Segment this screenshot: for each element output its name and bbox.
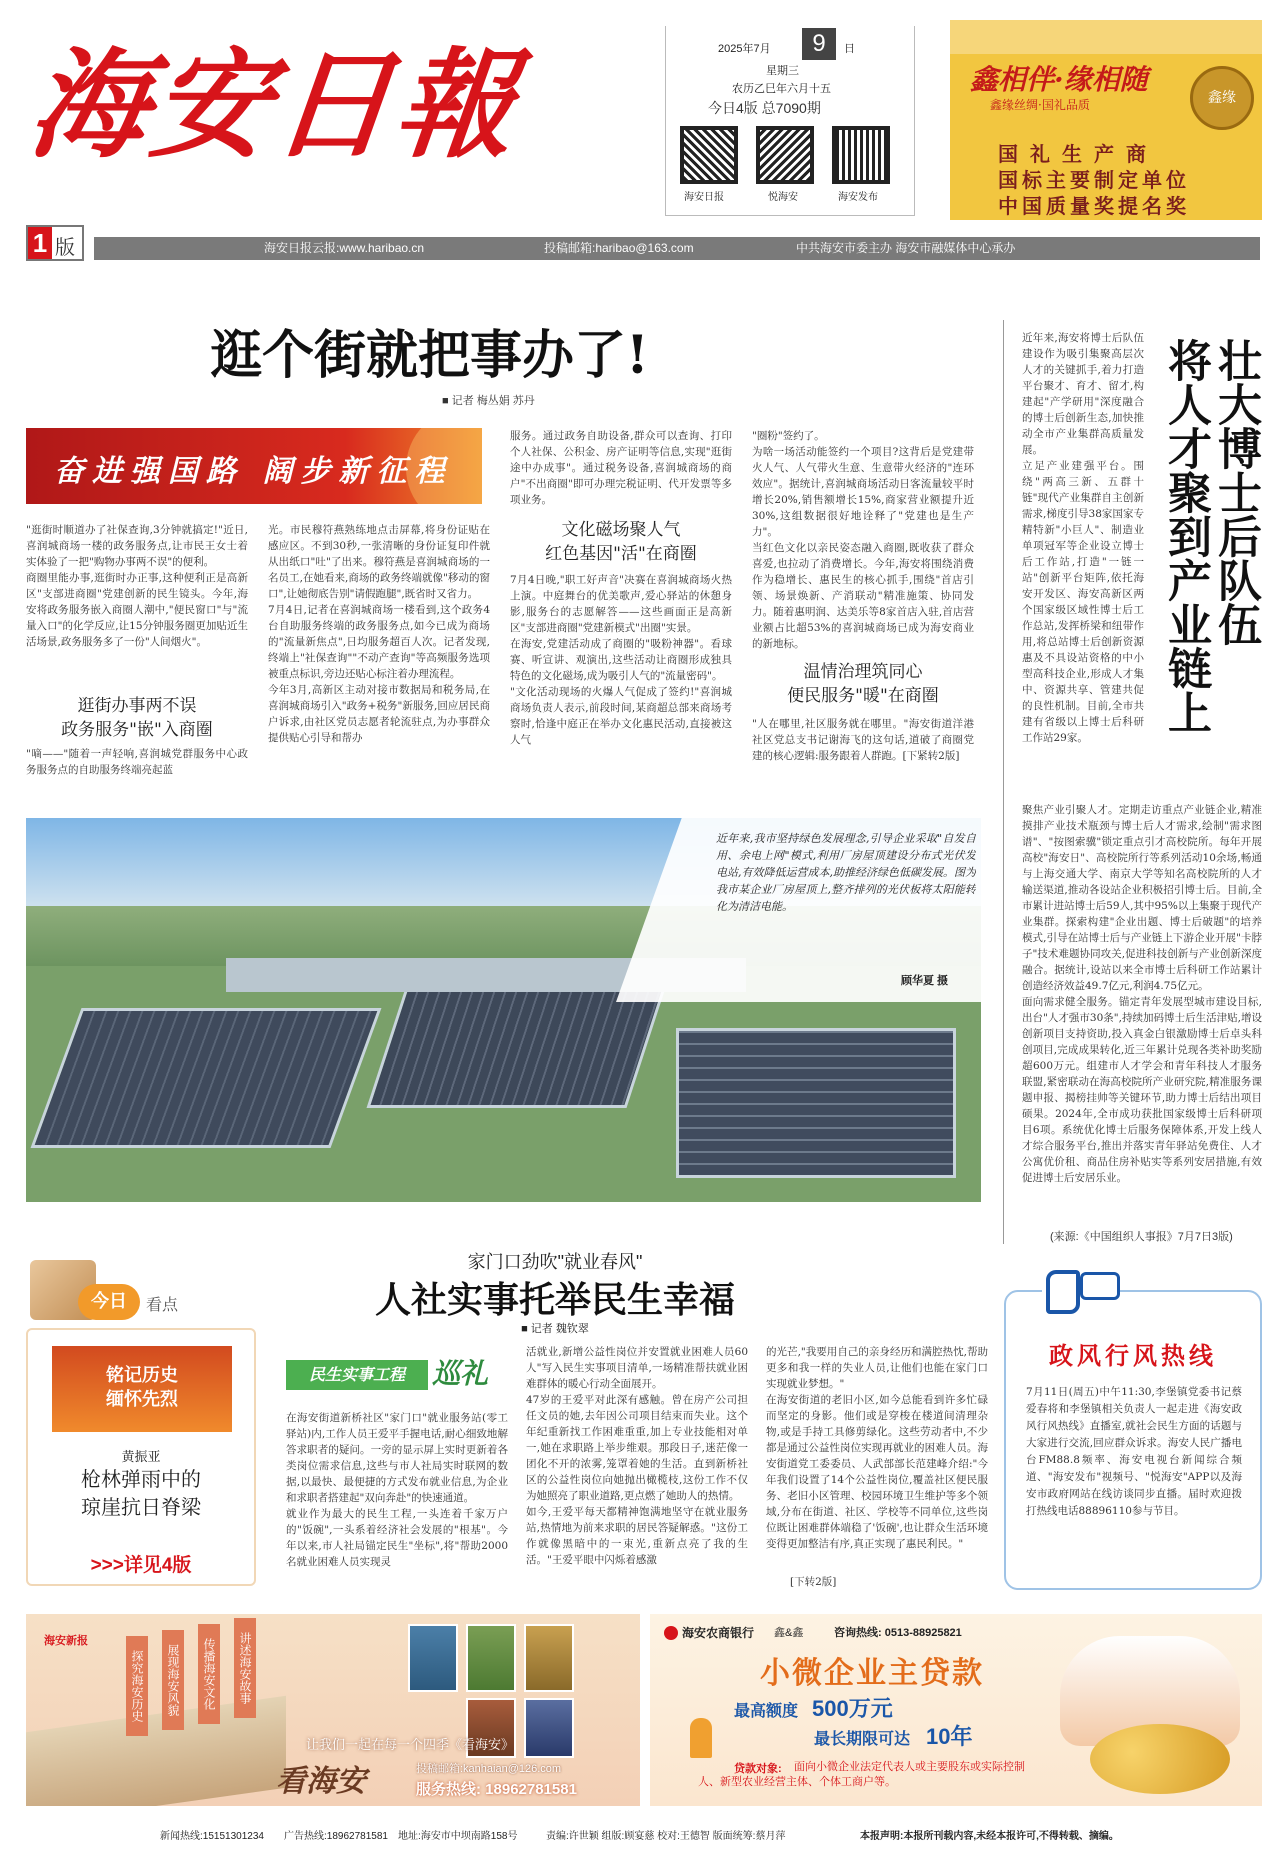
today-image: 铭记历史 缅怀先烈 xyxy=(52,1346,232,1432)
solar-roof-2 xyxy=(367,988,666,1108)
ad-email[interactable]: 投稿邮箱:kanhaian@126.com xyxy=(416,1763,562,1775)
weekday: 星期三 xyxy=(766,65,799,77)
ad-slogan: 鑫相伴·缘相随 xyxy=(970,63,1148,96)
banner-text: 奋进强国路 阔步新征程 xyxy=(54,454,453,489)
lead-col4: "圈粉"签约了。 为啥一场活动能签约一个项目?这背后是党建带火人气、人气带火生意、生意带火经济的"连环效应"。据统计,喜润城商场活动日客流量较平时增长20%,销售额增长15%,商家营业额提升近30%,这组数据很好地诠释了"党建也是生产力"。 当红色文化以亲民姿态融入商圈,既收获了群众喜爱,也拉动了消费增长。今年,海安将围绕消费作为稳增长、惠民生的核心抓手,围绕"首店引领、场景焕新、产消联动"精准施策、协同发力。随着惠明润、达美乐等8家首店入驻,首店营业额占比超53%的喜润城商场已成为海安商业的新地标。 xyxy=(752,430,974,650)
person-icon xyxy=(690,1718,712,1758)
magazine-cover xyxy=(466,1624,516,1692)
jobs-section-logo xyxy=(286,1346,496,1402)
lead-headline: 逛个街就把事办了! xyxy=(210,325,649,386)
loan-max-label: 最高额度 xyxy=(734,1703,799,1720)
qr-label: 海安发布 xyxy=(838,192,878,203)
bank-logo-icon xyxy=(664,1626,678,1640)
ad-line-3: 中国质量奖提名奖 xyxy=(998,194,1190,218)
magazine-ad[interactable] xyxy=(26,1614,640,1806)
ad-sub-2: 展现海安风貌 xyxy=(162,1630,184,1730)
today-label-2: 看点 xyxy=(146,1297,179,1314)
edition-info: 今日4版 总7090期 xyxy=(708,100,821,116)
photo-caption: 近年来,我市坚持绿色发展理念,引导企业采取"自发自用、余电上网"模式,利用厂房屋顶建设分布式光伏发电站,有效降低运营成本,助推经济绿色低碳发展。图为我市某企业厂房屋顶上,整齐排列的光伏板将太阳能转化为清洁电能。 xyxy=(716,832,976,913)
qr-code-icon xyxy=(680,126,738,184)
lead-subhead-2: 文化磁场聚人气 红色基因"活"在商圈 xyxy=(545,520,697,564)
loan-max-value: 500万元 xyxy=(812,1696,893,1721)
footer-notice: 本报声明:本报所刊载内容,未经本报许可,不得转载、摘编。 xyxy=(860,1831,1119,1842)
right-source: (来源:《中国组织人事报》7月7日3版) xyxy=(1050,1231,1233,1243)
photo-credit: 顾华夏 摄 xyxy=(901,975,949,987)
phone-icon xyxy=(1046,1270,1080,1314)
website[interactable]: 海安日报云报:www.haribao.cn xyxy=(264,241,425,255)
magazine-cover xyxy=(408,1624,458,1692)
today-label: 今日 xyxy=(78,1284,140,1320)
qr-label: 悦海安 xyxy=(768,192,798,203)
today-title: 枪林弹雨中的 琼崖抗日脊梁 xyxy=(81,1469,201,1519)
masthead-title: 海安日報 xyxy=(22,35,526,174)
ad-phone[interactable]: 服务热线: 18962781581 xyxy=(416,1781,577,1798)
bank-name: 海安农商银行 xyxy=(682,1626,755,1640)
right-headline: 壮大博士后队伍 将人才聚到产业链上 xyxy=(1160,338,1261,734)
lead-col3b: 7月4日晚,"职工好声音"决赛在喜润城商场火热上演。中庭舞台的优美歌声,爱心驿站的休憩身影,服务台的志愿解答——这些画面正是高新区"支部进商圈"党建新模式"出圈"实景。 在海安,党建活动成了商圈的"吸粉神器"。看球赛、听宣讲、观演出,这些活动让商圈形成独具特色的文化磁场,成为吸引人气的"流量密码"。 "文化活动现场的火爆人气促成了签约!"喜润城商场负责人表示,前段时间,某商超总部来商场考察时,恰逢中庭正在举办文化惠民活动,直接被这人气 xyxy=(510,574,732,746)
jobs-col1: 在海安街道新桥社区"家门口"就业服务站(零工驿站)内,工作人员王爱平手握电话,耐心细致地解答求职者的疑问。一旁的显示屏上实时更新着各类岗位需求信息,这些与市人社局实时联网的数据,以最快、最便捷的方式发布就业信息,为企业和求职者搭建起"双向奔赴"的快速通道。 就业作为最大的民生工程,一头连着千家万户的"饭碗",一头系着经济社会发展的"根基"。今年以来,市人社局锚定民生"坐标",将"帮助2000名就业困难人员实现灵 xyxy=(286,1412,508,1568)
jobs-kicker: 家门口劲吹"就业春风" xyxy=(467,1252,643,1272)
magazine-cover xyxy=(524,1624,574,1692)
qr-code-icon xyxy=(756,126,814,184)
lead-col3: 服务。通过政务自助设备,群众可以查询、打印个人社保、公积金、房产证明等信息,实现"逛街途中办成事"。通过税务设备,喜润城商场的商户"不出商圈"即可办理完税证明、代开发票等多项业务。 xyxy=(510,430,732,506)
bank-sub: 鑫&鑫 xyxy=(774,1627,804,1639)
lead-col2: 光。市民穆符燕熟练地点击屏幕,将身份证贴在感应区。不到30秒,一张清晰的身份证复印件就从出纸口"吐"了出来。穆符燕是喜润城商场的一名员工,在她看来,商场的政务终端就像"移动的窗口",让她彻底告别"请假跑腿",既省时又省力。 7月4日,记者在喜润城商场一楼看到,这个政务4台自助服务终端的政务服务点,如今已成为商场的"流量新焦点",日均服务超百人次。记者发现,终端上"社保查询""不动产查询"等高频服务选项被重点标识,旁边还贴心标注着办理流程。 今年3月,高新区主动对接市数据局和税务局,在喜润城商场引入"政务+税务"新服务,回应居民商户诉求,由社区党员志愿者轮流驻点,为办事群众提供贴心引导和帮办 xyxy=(268,524,490,744)
today-highlight[interactable] xyxy=(26,1260,256,1586)
loan-term-value: 10年 xyxy=(926,1724,973,1749)
ad-sub-3: 传播海安文化 xyxy=(198,1624,220,1724)
email[interactable]: 投稿邮箱:haribao@163.com xyxy=(544,241,694,255)
lead-col4b: "人在哪里,社区服务就在哪里。"海安街道洋港社区党总支书记谢海飞的这句话,道破了商圈党建的核心逻辑:服务跟着人群跑。[下紧转2版] xyxy=(752,718,974,762)
qr-label: 海安日报 xyxy=(684,192,724,203)
footer-news: 新闻热线:15151301234 xyxy=(160,1831,264,1842)
footer xyxy=(160,1828,1260,1846)
loan-target: 面向小微企业法定代表人或主要股东或实际控制人、新型农业经营主体、个体工商户等。 xyxy=(698,1761,1025,1788)
footer-editors: 责编:许世颖 组版:顾宴慈 校对:王德智 版面统筹:蔡月萍 xyxy=(546,1831,786,1842)
hotline-box xyxy=(1004,1290,1262,1590)
ad-sub-4: 讲述海安故事 xyxy=(234,1618,256,1718)
edition-marker xyxy=(26,225,84,261)
ad-line-1: 国礼生产商 xyxy=(998,142,1158,166)
date-year-month: 2025年7月 xyxy=(718,43,771,55)
lead-col1: "逛街时顺道办了社保查询,3分钟就搞定!"近日,喜润城商场一楼的政务服务点,让市民王女士着实体验了一把"购物办事两不误"的便利。 商圈里能办事,逛街时办正事,这种便利正是高新区"支部进商圈"党建创新的民生镜头。今年,海安将政务服务嵌入商圈人潮中,"便民窗口"与"流量入口"的化学反应,让15分钟服务圈更加贴近生活场景,政务服务多了一份"人间烟火"。 xyxy=(26,524,248,648)
date-day-suffix: 日 xyxy=(844,43,855,55)
right-body-1: 近年来,海安将博士后队伍建设作为吸引集聚高层次人才的关键抓手,着力打造平台聚才、育才、留才,构建起"产学研用"深度融合的博士后创新生态,加快推动全市产业集群高质量发展。 立足产业建强平台。围绕"两高三新、五群十链"现代产业集群自主创新需求,梯度引导38家国家专精特新"小巨人"、制造业单项冠军等企业设立博士后工作站,打造"一链一站"创新平台矩阵,依托海安开发区、海安高新区两个国家级区域性博士后工作总站,发挥桥梁和纽带作用,将总站博士后创新资源惠及不具设站资格的中小型高科技企业,形成人才集中、资源共享、管建共促的良性机制。目前,全市共建有省级以上博士后科研工作站29家。 xyxy=(1022,332,1144,744)
jobs-continue: [下转2版] xyxy=(790,1576,837,1588)
edition-label: 版 xyxy=(55,237,75,259)
footer-address: 地址:海安市中坝南路158号 xyxy=(398,1831,518,1842)
qr-group xyxy=(680,126,900,206)
right-body-2: 聚焦产业引聚人才。定期走访重点产业链企业,精准摸排产业技术瓶颈与博士后人才需求,绘制"需求图谱"、"按图索骥"锁定重点引才高校院所。每年开展高校"海安日"、高校院所行等系列活动10余场,畅通与上海交通大学、南京大学等知名高校院所的人才输送渠道,推动各设站企业积极招引博士后。目前,全市累计进站博士后59人,其中95%以上集聚于现代产业集群。探索构建"企业出题、博士后破题"的培养模式,引导在站博士后与产业链上下游企业开展"卡脖子"技术难题协同攻关,促进科技创新与产业创新深度融合。据统计,设站以来全市博士后科研工作站累计创造经济效益49.7亿元,利润4.75亿元。 面向需求健全服务。锚定青年发展型城市建设目标,出台"人才强市30条",持续加码博士后生活津贴,增设创新项目支持资助,投入真金白银激励博士后卓头科创项目,完成成果转化,近三年累计兑现各类补助奖励超600万元。组建市人才学会和青年科技人才服务联盟,紧密联动在海高校院所产业研究院,精准服务课题申报、揭榜挂帅等关键环节,助力博士后结出项目硕果。2024年,全市成功获批国家级博士后科研项目6项。系统优化博士后服务保障体系,开发上线人才综合服务平台,推出并落实青年驿站免费住、人才公寓优价租、商品住房补贴实等系列安居措施,有效促进博士后安居乐业。 xyxy=(1022,804,1262,1184)
today-more-link[interactable]: >>>详见4版 xyxy=(90,1555,192,1576)
lunar-date: 农历乙巳年六月十五 xyxy=(732,83,831,95)
magazine-cover xyxy=(524,1698,574,1758)
hotline-body: 7月11日(周五)中午11:30,李堡镇党委书记蔡爱春将和李堡镇相关负责人一起走进《海安政风行风热线》直播室,就社会民生方面的话题与大家进行交流,回应群众诉求。海安人民广播电台FM88.8频率、海安电视台新闻综合频道、"海安发布"视频号、"悦海安"APP以及海安市政府网站在线访谈同步直播。届时欢迎拨打热线电话88896110参与节目。 xyxy=(1026,1386,1242,1517)
jobs-headline: 人社实事托举民生幸福 xyxy=(374,1279,735,1321)
bank-phone[interactable]: 咨询热线: 0513-88925821 xyxy=(834,1627,962,1639)
jobs-col3: 的光芒,"我要用自己的亲身经历和满腔热忱,帮助更多和我一样的失业人员,让他们也能在家门口实现就业梦想。" 在海安街道的老旧小区,如今总能看到许多忙碌而坚定的身影。他们或是穿梭在楼道间清理杂物,或是手持工具修剪绿化。这些劳动者中,不少都是通过公益性岗位实现再就业的困难人员。海安街道党工委委员、人武部部长范建峰介绍:"今年我们设置了14个公益性岗位,覆盖社区便民服务、老旧小区管理、校园环境卫生维护等多个领域,分布在街道、社区、学校等不同单位,这些岗位既让困难群体端稳了'饭碗',也让群众生活环境变得更加整洁有序,真正实现了惠民利民。" xyxy=(766,1346,988,1550)
theme-banner xyxy=(26,428,482,504)
loan-ad[interactable] xyxy=(650,1614,1262,1806)
lead-col1b: "嘀——"随着一声轻响,喜润城党群服务中心政务服务点的自助服务终端亮起蓝 xyxy=(26,748,248,776)
edition-number: 1 xyxy=(28,227,52,259)
sponsor: 中共海安市委主办 海安市融媒体中心承办 xyxy=(796,241,1016,255)
hotline-title: 政风行风热线 xyxy=(1049,1341,1217,1370)
loan-title: 小微企业主贷款 xyxy=(760,1656,984,1691)
solar-photo xyxy=(26,818,981,1202)
logo-text: 民生实事工程 xyxy=(286,1360,428,1390)
ad-line-2: 国标主要制定单位 xyxy=(998,168,1190,192)
top-advertisement[interactable] xyxy=(950,20,1262,220)
ad-mag-title: 看海安 xyxy=(276,1764,366,1799)
ad-medal: 鑫缘 xyxy=(1190,66,1254,130)
info-bar xyxy=(94,237,1260,260)
ad-slogan-left: 让我们一起在每一个四季《看海安》 xyxy=(306,1738,515,1753)
lead-subhead-1: 逛街办事两不误 政务服务"嵌"入商圈 xyxy=(61,696,213,740)
loan-target-label: 贷款对象: xyxy=(734,1763,782,1775)
qr-code-icon xyxy=(832,126,890,184)
lead-subhead-3: 温情治理筑同心 便民服务"暖"在商圈 xyxy=(787,662,939,706)
footer-ads: 广告热线:18962781581 xyxy=(284,1831,388,1842)
ad-sub: 鑫缘丝绸·国礼品质 xyxy=(990,98,1090,112)
today-author: 黄振亚 xyxy=(121,1449,161,1464)
column-rule xyxy=(1003,320,1004,1244)
date-day: 9 xyxy=(802,28,836,60)
chat-icon xyxy=(1080,1272,1120,1300)
date-box xyxy=(665,26,915,216)
ad-sub-1: 探究海安历史 xyxy=(126,1636,148,1736)
solar-roof-1 xyxy=(31,1008,382,1148)
solar-roof-3 xyxy=(676,1028,956,1178)
logo-side: 巡礼 xyxy=(432,1357,489,1390)
loan-term-label: 最长期限可达 xyxy=(814,1731,911,1748)
coin-pile-icon xyxy=(1090,1724,1230,1794)
jobs-col2: 活就业,新增公益性岗位并安置就业困难人员60人"写入民生实事项目清单,一场精准帮扶就业困难群体的暖心行动全面展开。 47岁的王爱平对此深有感触。曾在房产公司担任文员的她,去年因公司项目结束而失业。这个年纪重新找工作困难重重,加上专业技能相对单一,她在求职路上举步维艰。那段日子,迷茫像一团化不开的浓雾,笼罩着她的生活。直到新桥社区的公益性岗位向她抛出橄榄枝,这份工作不仅为她照亮了职业道路,更点燃了她助人的热情。 如今,王爱平每天都精神饱满地坚守在就业服务站,热情地为前来求职的居民答疑解惑。"这份工作就像黑暗中的一束光,重新点亮了我的生活。"王爱平眼中闪烁着感激 xyxy=(526,1346,748,1566)
lead-byline: ■ 记者 梅丛娟 苏丹 xyxy=(442,395,535,407)
ad-brand: 海安新报 xyxy=(44,1634,88,1647)
ad-logos-strip xyxy=(950,20,1262,54)
jobs-byline: ■ 记者 魏钦翠 xyxy=(521,1323,589,1335)
